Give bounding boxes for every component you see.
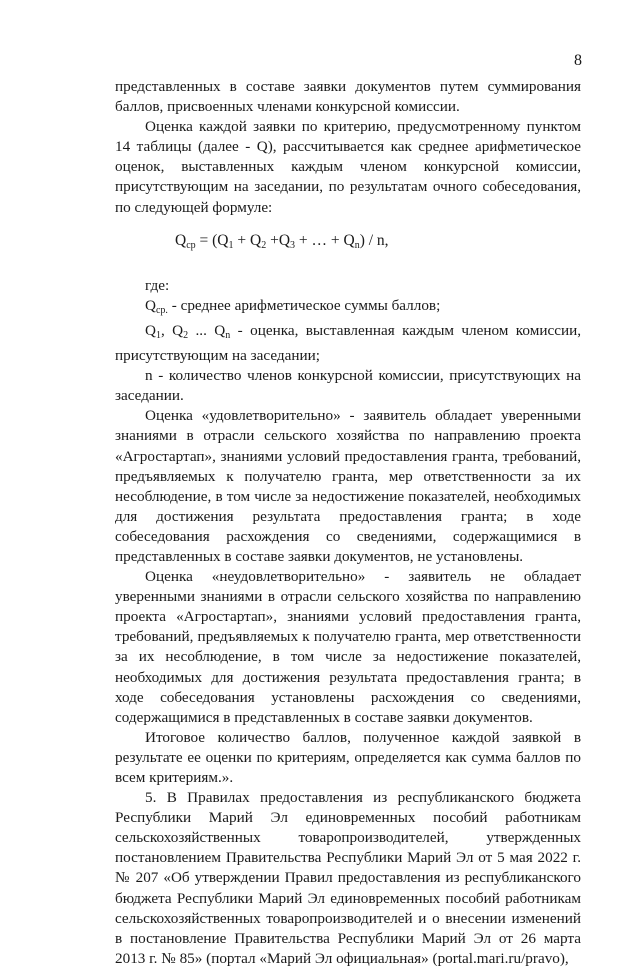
paragraph-where: где: [145,276,170,294]
document-body [115,77,581,969]
paragraph-total-score: Итоговое количество баллов, полученное каждой заявкой в результате ее оценки по критериям, определяется как сумма баллов по всем критериям.». [115,728,581,786]
paragraph-qn-definition: $Q_1$, $Q_2$ ... $Q_n$ - оценка, выставленная каждым членом комиссии, присутствующим на заседании; [115,321,581,365]
paragraph-qcp-definition: $Q_{ср.}$ - среднее арифметическое суммы баллов; [145,296,441,316]
paragraph-satisfactory: Оценка «удовлетворительно» - заявитель обладает уверенными знаниями в отрасли сельского хозяйства по направлению проекта «Агростартап», знаниями условий предоставления гранта, требований, предъявляемых к получателю гранта, мер ответственности за их несоблюдение, в том числе за недостижение показателей, необходимых для достижения результата предоставления гранта; в ходе собеседования расхождения со сведениями, содержащимися в представленных в составе заявки документов, не установлены. [115,407,581,565]
page-number: 8 [574,52,582,69]
paragraph-1: представленных в составе заявки документов путем суммирования баллов, присвоенных членами конкурсной комиссии. [115,78,581,116]
formula: $Q_{ср} = (Q_1 + Q_2 +Q_3$ + … + $Q_n$) / n, [175,231,389,251]
paragraph-n-definition: n - количество членов конкурсной комиссии, присутствующих на заседании. [115,367,581,405]
paragraph-2: Оценка каждой заявки по критерию, предусмотренному пунктом 14 таблицы (далее - Q), рассчитывается как среднее арифметическое оценок, выставленных каждым членом конкурсной комиссии, присутствующим на заседании, по результатам очного собеседования, по следующей формуле: [115,118,581,216]
paragraph-item-5: 5. В Правилах предоставления из республиканского бюджета Республики Марий Эл единовременных пособий работникам сельскохозяйственных товаропроизводителей, утвержденных постановлением Правительства Республики Марий Эл от 5 мая 2022 г. № 207 «Об утверждении Правил предоставления из республиканского бюджета Республики Марий Эл единовременных пособий работникам сельскохозяйственных товаропроизводителей и о внесении изменений в постановление Правительства Республики Марий Эл от 26 марта 2013 г. № 85» (портал «Марий Эл официальная» (portal.mari.ru/pravo), [115,789,581,967]
paragraph-unsatisfactory: Оценка «неудовлетворительно» - заявитель не обладает уверенными знаниями в отрасли сельского хозяйства по направлению проекта «Агростартап», знаниями условий предоставления гранта, требований, предъявляемых к получателю гранта, мер ответственности за их несоблюдение, в том числе за недостижение показателей, необходимых для достижения результата предоставления гранта; в ходе собеседования установлены расхождения со сведениями, содержащимися в представленных в составе заявки документов. [115,568,581,726]
